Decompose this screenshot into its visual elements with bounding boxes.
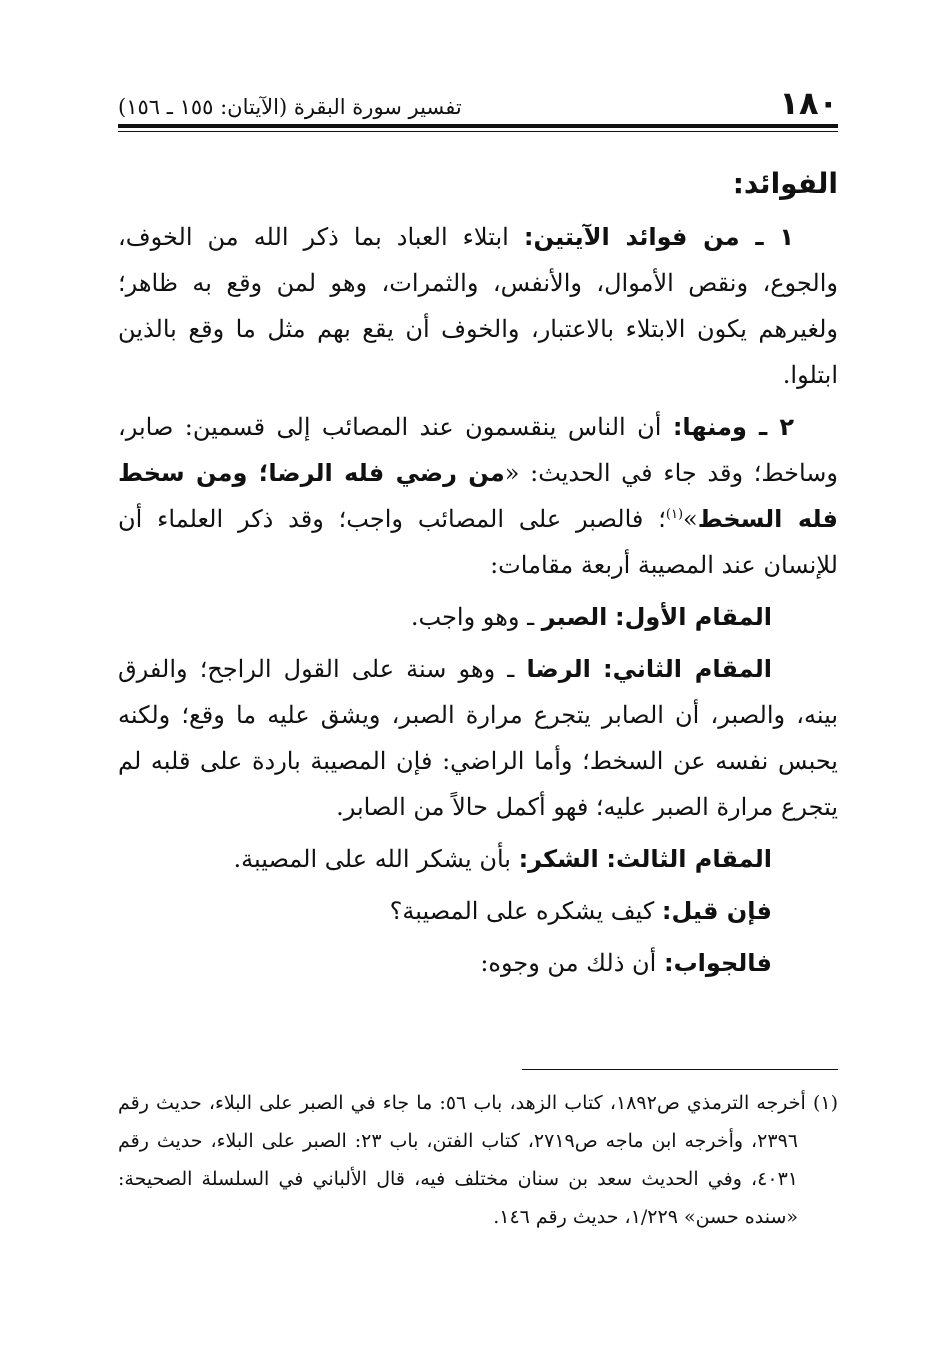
footnote-reference: (١)	[665, 507, 684, 522]
question-lead: فإن قيل:	[661, 897, 772, 925]
station-2-name: الرضا	[526, 655, 591, 683]
station-2-paragraph	[118, 646, 838, 830]
footnotes	[118, 1084, 838, 1236]
station-1-name: الصبر	[541, 603, 608, 631]
station-3-text: بأن يشكر الله على المصيبة.	[233, 845, 519, 873]
answer-text: أن ذلك من وجوه:	[480, 949, 664, 977]
benefit-1-paragraph	[118, 214, 838, 398]
station-1-paragraph	[118, 594, 838, 640]
answer-paragraph	[118, 940, 838, 986]
question-paragraph	[118, 888, 838, 934]
benefit-2-paragraph	[118, 404, 838, 588]
benefit-2-text-1: أن الناس ينقسمون عند المصائب إلى قسمين: صابر، وساخط؛ وقد جاء في الحديث: «	[118, 413, 839, 487]
station-3-name: الشكر:	[518, 845, 599, 873]
hadith-quote: من رضي فله الرضا؛ ومن سخط فله السخط	[118, 459, 838, 533]
question-text: كيف يشكره على المصيبة؟	[389, 897, 662, 925]
footnote-1-text: أخرجه الترمذي ص١٨٩٢، كتاب الزهد، باب ٥٦: ما جاء في الصبر على البلاء، حديث رقم ٢٣٩٦، وأخرجه ابن ماجه ص٢٧١٩، كتاب الفتن، باب ٢٣: الصبر على البلاء، حديث رقم ٤٠٣١، وفي الحديث سعد بن سنان مختلف فيه، قال الألباني في السلسلة الصحيحة: «سنده حسن» ١/٢٢٩، حديث رقم ١٤٦.	[118, 1092, 813, 1228]
station-1-text: ـ وهو واجب.	[410, 603, 542, 631]
station-2-lead: المقام الثاني:	[603, 655, 772, 683]
header-rule-thick	[118, 124, 838, 128]
main-text	[118, 162, 838, 986]
running-title: تفسير سورة البقرة (الآيتان: ١٥٥ ـ ١٥٦)	[118, 95, 462, 119]
footnote-1-number: (١)	[812, 1092, 839, 1114]
station-3-paragraph	[118, 836, 838, 882]
station-2-text: ـ وهو سنة على القول الراجح؛ والفرق بينه، والصبر، أن الصابر يتجرع مرارة الصبر، ويشق عليه ما وقع؛ ولكنه يحبس نفسه عن السخط؛ وأما الراضي: فإن المصيبة باردة على قلبه لم يتجرع مرارة الصبر عليه؛ فهو أكمل حالاً من الصابر.	[118, 655, 838, 821]
page-number: ١٨٠	[779, 84, 838, 122]
benefit-2-text-2: »	[683, 505, 698, 533]
running-head	[118, 84, 838, 120]
footnote-1	[118, 1084, 838, 1236]
benefit-1-text: ابتلاء العباد بما ذكر الله من الخوف، والجوع، ونقص الأموال، والأنفس، والثمرات، وهو لمن وقع به ظاهر؛ ولغيرهم يكون الابتلاء بالاعتبار، والخوف أن يقع بهم مثل ما وقع بالذين ابتلوا.	[118, 223, 838, 389]
station-3-lead: المقام الثالث:	[606, 845, 772, 873]
benefit-2-text-3: ؛ فالصبر على المصائب واجب؛ وقد ذكر العلماء أن للإنسان عند المصيبة أربعة مقامات:	[118, 505, 838, 579]
benefit-2-lead: ٢ ـ ومنها:	[672, 413, 794, 441]
benefit-1-lead: ١ ـ من فوائد الآيتين:	[523, 223, 794, 251]
answer-lead: فالجواب:	[663, 949, 772, 977]
section-title: الفوائد:	[732, 167, 838, 200]
header-rule-thin	[118, 131, 838, 132]
station-1-lead: المقام الأول:	[615, 603, 772, 631]
footnote-separator	[522, 1069, 838, 1070]
